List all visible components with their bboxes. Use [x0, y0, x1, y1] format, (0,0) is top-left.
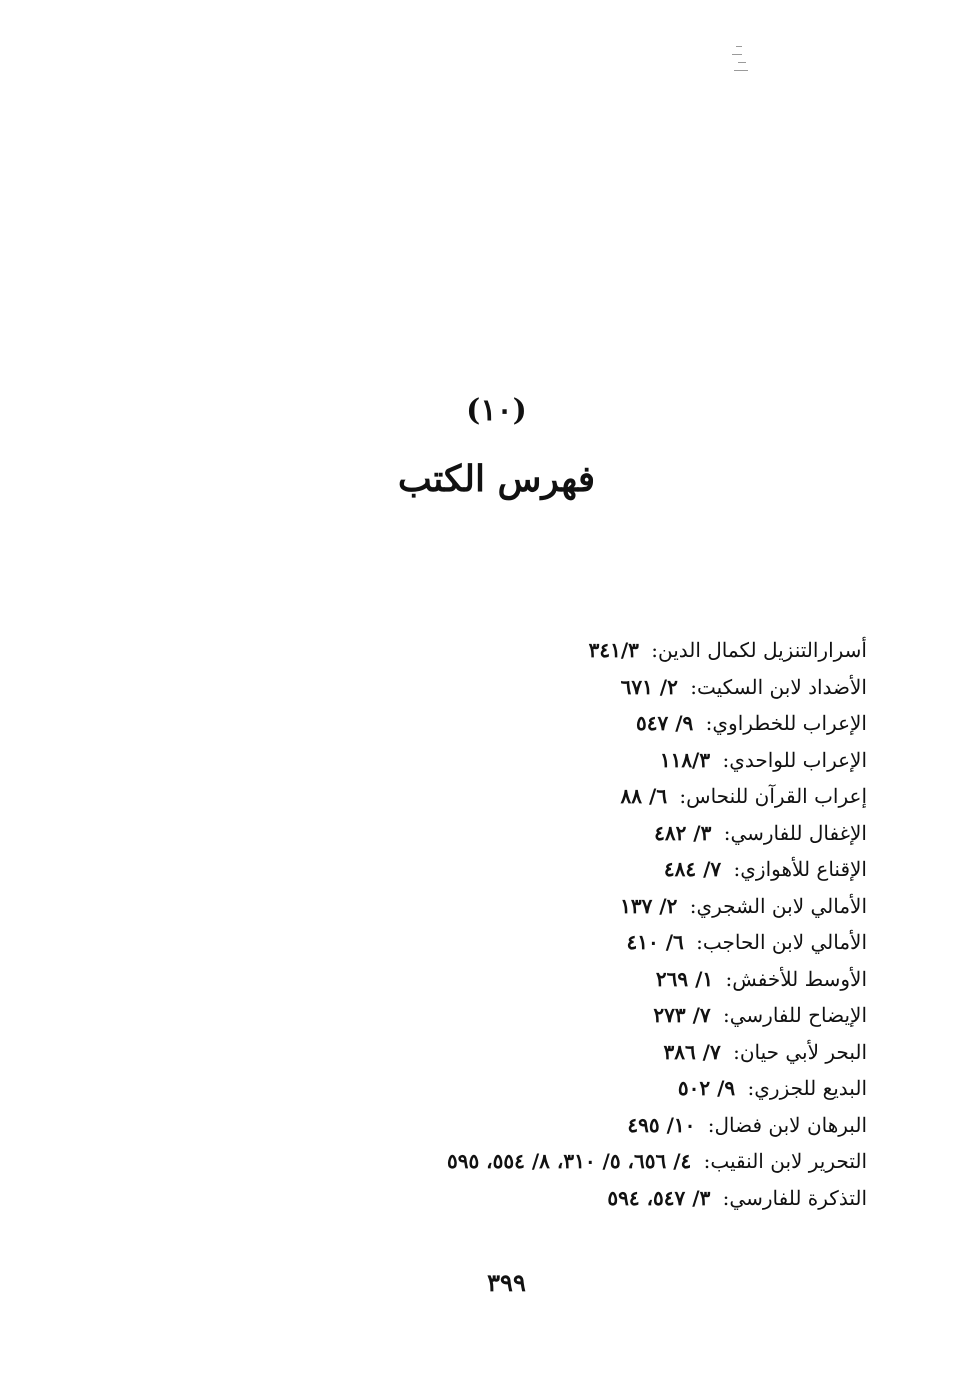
book-index-list	[267, 632, 867, 1216]
entry-refs: ٣/ ٤٨٢	[654, 820, 712, 845]
entry-title: الإعراب للواحدي:	[722, 747, 867, 772]
entry-title: الإعراب للخطراوي:	[705, 711, 867, 735]
index-entry	[267, 924, 867, 961]
entry-title: إعراب القرآن للنحاس:	[679, 784, 867, 808]
entry-title: الأوسط للأخفش:	[725, 966, 867, 991]
entry-title: الإغفال للفارسي:	[723, 820, 867, 845]
entry-title: التحرير لابن النقيب:	[703, 1149, 867, 1173]
entry-refs: ٦/ ٨٨	[620, 784, 668, 808]
index-entry	[267, 705, 867, 742]
entry-title: أسرارالتنزيل لكمال الدين:	[651, 638, 867, 662]
entry-title: الإيضاح للفارسي:	[723, 1003, 867, 1027]
entry-title: البحر لأبي حيان:	[733, 1039, 867, 1064]
entry-refs: ٢/ ١٣٧	[620, 893, 678, 918]
chapter-number: (١٠)	[466, 393, 527, 428]
entry-refs: ٣٤١/٣	[588, 638, 639, 662]
index-entry	[267, 888, 867, 925]
index-entry	[267, 997, 867, 1034]
entry-refs: ٧/ ٣٨٦	[663, 1039, 721, 1064]
index-entry	[267, 632, 867, 669]
entry-refs: ٦/ ٤١٠	[626, 930, 684, 954]
entry-title: التذكرة للفارسي:	[722, 1185, 867, 1210]
entry-refs: ٩/ ٥٤٧	[636, 711, 694, 735]
entry-refs: ٩/ ٥٠٢	[677, 1076, 736, 1100]
index-entry	[267, 778, 867, 815]
entry-refs: ٣/ ٥٤٧، ٥٩٤	[607, 1185, 711, 1210]
index-entry	[267, 1180, 867, 1217]
index-entry	[267, 1143, 867, 1180]
index-entry	[267, 1070, 867, 1107]
index-entry	[267, 669, 867, 706]
entry-title: البديع للجزري:	[747, 1076, 867, 1100]
entry-refs: ١٠/ ٤٩٥	[627, 1112, 696, 1137]
index-entry	[267, 815, 867, 852]
entry-refs: ١١٨/٣	[659, 747, 711, 772]
entry-title: الأمالي لابن الشجري:	[689, 893, 867, 918]
chapter-title: فهرس الكتب	[397, 458, 596, 500]
entry-refs: ٧/ ٤٨٤	[663, 857, 722, 881]
index-entry	[267, 742, 867, 779]
scan-mark	[730, 44, 760, 80]
entry-title: الأضداد لابن السكيت:	[690, 674, 867, 699]
entry-refs: ٧/ ٢٧٣	[653, 1003, 711, 1027]
index-entry	[267, 851, 867, 888]
index-entry	[267, 1107, 867, 1144]
entry-title: الأمالي لابن الحاجب:	[696, 930, 867, 954]
index-entry	[267, 961, 867, 998]
entry-refs: ٤/ ٦٥٦، ٥/ ٣١٠، ٨/ ٥٥٤، ٥٩٥	[446, 1149, 692, 1173]
entry-title: الإقناع للأهوازي:	[733, 857, 867, 881]
entry-refs: ٢/ ٦٧١	[620, 674, 678, 699]
index-entry	[267, 1034, 867, 1071]
entry-refs: ١/ ٢٦٩	[655, 966, 714, 991]
entry-title: البرهان لابن فضال:	[707, 1112, 867, 1137]
page-number: ٣٩٩	[487, 1268, 526, 1297]
